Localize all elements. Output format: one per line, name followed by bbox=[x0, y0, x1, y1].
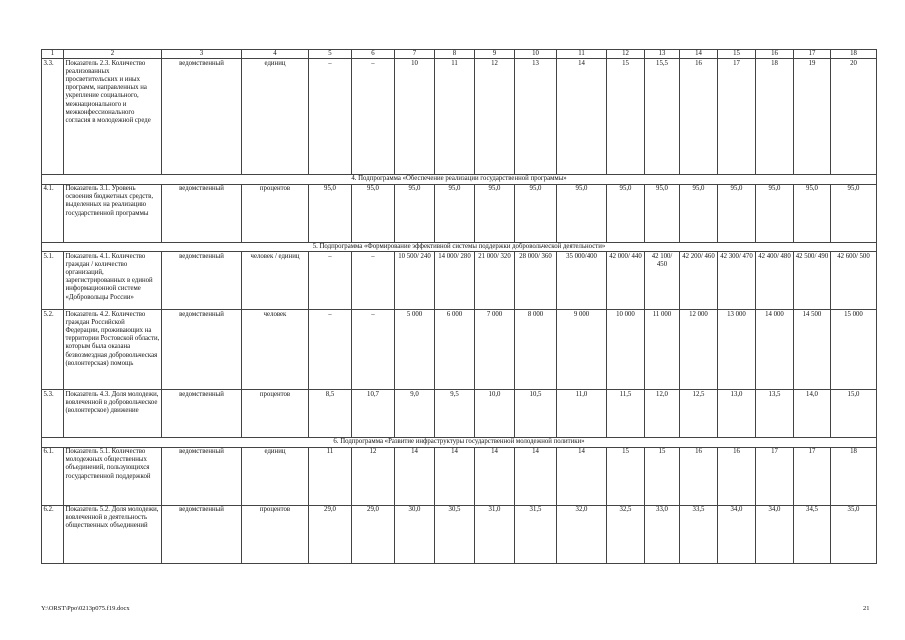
value-cell: 95,0 bbox=[515, 184, 557, 242]
table-body bbox=[42, 50, 877, 564]
value-cell: 14,0 bbox=[794, 390, 831, 438]
value-cell: 11 000 bbox=[645, 310, 680, 390]
column-number: 17 bbox=[794, 50, 831, 59]
value-cell: 31,5 bbox=[515, 505, 557, 563]
indicator-name: Показатель 3.1. Уровень освоения бюджетных средств, выделенных на реализацию государственной программы bbox=[64, 184, 162, 242]
value-cell: 12 bbox=[475, 59, 515, 175]
table-row bbox=[42, 505, 877, 563]
value-cell: 16 bbox=[680, 447, 718, 505]
value-cell: 42 600/ 500 bbox=[831, 252, 877, 310]
value-cell: 14 bbox=[515, 447, 557, 505]
value-cell: 5 000 bbox=[395, 310, 435, 390]
column-number: 12 bbox=[607, 50, 645, 59]
row-number: 6.1. bbox=[42, 447, 64, 505]
value-cell: 95,0 bbox=[395, 184, 435, 242]
value-cell: 95,0 bbox=[794, 184, 831, 242]
indicator-type: ведомственный bbox=[162, 505, 242, 563]
column-number: 13 bbox=[645, 50, 680, 59]
column-number: 11 bbox=[557, 50, 607, 59]
value-cell: – bbox=[352, 59, 395, 175]
value-cell: 13,5 bbox=[756, 390, 794, 438]
value-cell: 18 bbox=[831, 447, 877, 505]
indicator-type: ведомственный bbox=[162, 59, 242, 175]
value-cell: 14 000/ 280 bbox=[435, 252, 475, 310]
value-cell: 95,0 bbox=[680, 184, 718, 242]
column-number: 9 bbox=[475, 50, 515, 59]
section-row bbox=[42, 438, 877, 448]
column-number: 8 bbox=[435, 50, 475, 59]
value-cell: 29,0 bbox=[309, 505, 352, 563]
value-cell: 17 bbox=[794, 447, 831, 505]
table-row bbox=[42, 447, 877, 505]
column-number: 4 bbox=[242, 50, 309, 59]
column-number: 1 bbox=[42, 50, 64, 59]
value-cell: 15,0 bbox=[831, 390, 877, 438]
value-cell: 29,0 bbox=[352, 505, 395, 563]
value-cell: 14 bbox=[395, 447, 435, 505]
unit: единиц bbox=[242, 447, 309, 505]
value-cell: 16 bbox=[680, 59, 718, 175]
value-cell: 95,0 bbox=[831, 184, 877, 242]
value-cell: 12 000 bbox=[680, 310, 718, 390]
value-cell: 42 400/ 480 bbox=[756, 252, 794, 310]
column-number: 3 bbox=[162, 50, 242, 59]
value-cell: 13,0 bbox=[718, 390, 756, 438]
section-row bbox=[42, 175, 877, 185]
indicator-name: Показатель 2.3. Количество реализованных просветительских и иных программ, направленных на укрепление социального, межнационального и межконфессионального согласия в молодежной среде bbox=[64, 59, 162, 175]
column-number: 6 bbox=[352, 50, 395, 59]
value-cell: 42 200/ 460 bbox=[680, 252, 718, 310]
value-cell: 20 bbox=[831, 59, 877, 175]
value-cell: 42 000/ 440 bbox=[607, 252, 645, 310]
indicator-table bbox=[41, 49, 877, 564]
column-number: 7 bbox=[395, 50, 435, 59]
indicator-type: ведомственный bbox=[162, 184, 242, 242]
value-cell: 95,0 bbox=[352, 184, 395, 242]
value-cell: – bbox=[309, 252, 352, 310]
table-row bbox=[42, 310, 877, 390]
table-row bbox=[42, 390, 877, 438]
unit: процентов bbox=[242, 505, 309, 563]
column-number: 16 bbox=[756, 50, 794, 59]
value-cell: – bbox=[309, 310, 352, 390]
value-cell: 31,0 bbox=[475, 505, 515, 563]
column-number: 14 bbox=[680, 50, 718, 59]
section-title: 5. Подпрограмма «Формирование эффективной системы поддержки добровольческой деятельности» bbox=[42, 242, 877, 252]
value-cell: 17 bbox=[756, 447, 794, 505]
value-cell: – bbox=[352, 252, 395, 310]
value-cell: 12,0 bbox=[645, 390, 680, 438]
value-cell: 15,5 bbox=[645, 59, 680, 175]
unit: единиц bbox=[242, 59, 309, 175]
value-cell: 10 000 bbox=[607, 310, 645, 390]
unit: человек / единиц bbox=[242, 252, 309, 310]
value-cell: 12 bbox=[352, 447, 395, 505]
value-cell: 11 bbox=[435, 59, 475, 175]
value-cell: 9,5 bbox=[435, 390, 475, 438]
column-number: 18 bbox=[831, 50, 877, 59]
value-cell: 14 bbox=[475, 447, 515, 505]
value-cell: 10,7 bbox=[352, 390, 395, 438]
unit: процентов bbox=[242, 184, 309, 242]
value-cell: 42 500/ 490 bbox=[794, 252, 831, 310]
value-cell: 11 bbox=[309, 447, 352, 505]
value-cell: 14 bbox=[435, 447, 475, 505]
value-cell: 15 bbox=[607, 447, 645, 505]
indicator-name: Показатель 4.1. Количество граждан / количество организаций, зарегистрированных в единой информационной системе «Добровольцы России» bbox=[64, 252, 162, 310]
row-number: 4.1. bbox=[42, 184, 64, 242]
row-number: 5.2. bbox=[42, 310, 64, 390]
value-cell: 9 000 bbox=[557, 310, 607, 390]
value-cell: 8 000 bbox=[515, 310, 557, 390]
value-cell: 32,0 bbox=[557, 505, 607, 563]
value-cell: 9,0 bbox=[395, 390, 435, 438]
value-cell: 95,0 bbox=[645, 184, 680, 242]
value-cell: 7 000 bbox=[475, 310, 515, 390]
value-cell: 35,0 bbox=[831, 505, 877, 563]
section-title: 4. Подпрограмма «Обеспечение реализации государственной программы» bbox=[42, 175, 877, 185]
value-cell: 14 bbox=[557, 59, 607, 175]
value-cell: – bbox=[352, 310, 395, 390]
row-number: 5.1. bbox=[42, 252, 64, 310]
value-cell: 13 bbox=[515, 59, 557, 175]
value-cell: 12,5 bbox=[680, 390, 718, 438]
value-cell: 19 bbox=[794, 59, 831, 175]
indicator-type: ведомственный bbox=[162, 447, 242, 505]
value-cell: 10 500/ 240 bbox=[395, 252, 435, 310]
value-cell: 42 300/ 470 bbox=[718, 252, 756, 310]
column-number: 5 bbox=[309, 50, 352, 59]
value-cell: 28 000/ 360 bbox=[515, 252, 557, 310]
value-cell: 33,5 bbox=[680, 505, 718, 563]
value-cell: 95,0 bbox=[756, 184, 794, 242]
row-number: 5.3. bbox=[42, 390, 64, 438]
column-number: 2 bbox=[64, 50, 162, 59]
value-cell: 17 bbox=[718, 59, 756, 175]
value-cell: – bbox=[309, 59, 352, 175]
indicator-type: ведомственный bbox=[162, 252, 242, 310]
value-cell: 13 000 bbox=[718, 310, 756, 390]
file-path: Y:\ORST\Ppo\0213p075.f19.docx bbox=[41, 605, 130, 612]
value-cell: 6 000 bbox=[435, 310, 475, 390]
value-cell: 32,5 bbox=[607, 505, 645, 563]
indicator-name: Показатель 4.2. Количество граждан Российской Федерации, проживающих на территории Ростовской области, которым была оказана безвозмездная добровольческая (волонтерская) помощь bbox=[64, 310, 162, 390]
section-title: 6. Подпрограмма «Развитие инфраструктуры государственной молодежной политики» bbox=[42, 438, 877, 448]
indicator-name: Показатель 5.1. Количество молодежных общественных объединений, пользующихся государственной поддержкой bbox=[64, 447, 162, 505]
value-cell: 35 000/400 bbox=[557, 252, 607, 310]
row-number: 6.2. bbox=[42, 505, 64, 563]
value-cell: 95,0 bbox=[607, 184, 645, 242]
value-cell: 14 000 bbox=[756, 310, 794, 390]
row-number: 3.3. bbox=[42, 59, 64, 175]
column-number: 10 bbox=[515, 50, 557, 59]
value-cell: 15 bbox=[607, 59, 645, 175]
value-cell: 95,0 bbox=[557, 184, 607, 242]
unit: процентов bbox=[242, 390, 309, 438]
value-cell: 14 500 bbox=[794, 310, 831, 390]
value-cell: 11,5 bbox=[607, 390, 645, 438]
value-cell: 95,0 bbox=[309, 184, 352, 242]
page-number: 21 bbox=[863, 605, 870, 612]
value-cell: 14 bbox=[557, 447, 607, 505]
value-cell: 30,0 bbox=[395, 505, 435, 563]
value-cell: 34,0 bbox=[718, 505, 756, 563]
value-cell: 34,5 bbox=[794, 505, 831, 563]
table-row bbox=[42, 59, 877, 175]
value-cell: 42 100/ 450 bbox=[645, 252, 680, 310]
value-cell: 95,0 bbox=[475, 184, 515, 242]
value-cell: 15 bbox=[645, 447, 680, 505]
value-cell: 10 bbox=[395, 59, 435, 175]
value-cell: 95,0 bbox=[435, 184, 475, 242]
indicator-name: Показатель 4.3. Доля молодежи, вовлеченной в добровольческое (волонтерское) движение bbox=[64, 390, 162, 438]
table-row bbox=[42, 252, 877, 310]
value-cell: 11,0 bbox=[557, 390, 607, 438]
indicator-type: ведомственный bbox=[162, 310, 242, 390]
section-row bbox=[42, 242, 877, 252]
value-cell: 34,0 bbox=[756, 505, 794, 563]
header-row bbox=[42, 50, 877, 59]
value-cell: 8,5 bbox=[309, 390, 352, 438]
value-cell: 95,0 bbox=[718, 184, 756, 242]
value-cell: 15 000 bbox=[831, 310, 877, 390]
column-number: 15 bbox=[718, 50, 756, 59]
table-row bbox=[42, 184, 877, 242]
value-cell: 10,5 bbox=[515, 390, 557, 438]
indicator-type: ведомственный bbox=[162, 390, 242, 438]
value-cell: 16 bbox=[718, 447, 756, 505]
value-cell: 30,5 bbox=[435, 505, 475, 563]
value-cell: 10,0 bbox=[475, 390, 515, 438]
indicator-name: Показатель 5.2. Доля молодежи, вовлеченной в деятельность общественных объединений bbox=[64, 505, 162, 563]
value-cell: 21 000/ 320 bbox=[475, 252, 515, 310]
value-cell: 33,0 bbox=[645, 505, 680, 563]
value-cell: 18 bbox=[756, 59, 794, 175]
unit: человек bbox=[242, 310, 309, 390]
